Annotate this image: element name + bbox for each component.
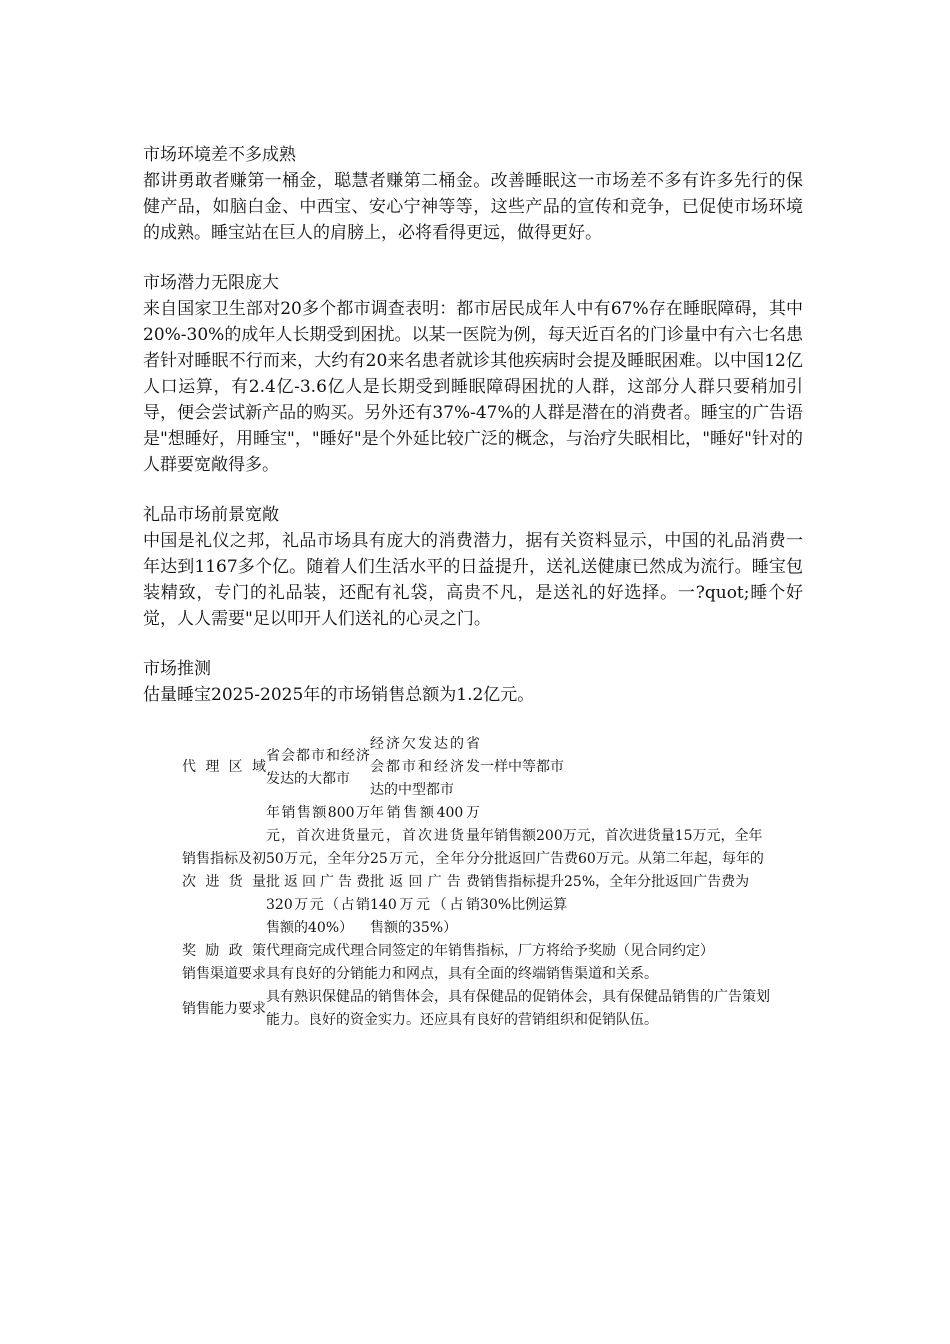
table-row (182, 986, 770, 1032)
section-heading: 市场潜力无限庞大 (143, 273, 279, 293)
table-cell: 具有熟识保健品的销售体会，具有保健品的促销体会，具有保健品销售的广告策划能力。良好的资金实力。还应具有良好的营销组织和促销队伍。 (266, 989, 770, 1028)
table-cell: 年销售额200万元，首次进货量15万元，全年分批返回广告费60万元。从第二年起，每年的销售指标提升25%，全年分批返回广告费为30%比例运算 (480, 828, 764, 913)
agency-terms-table (182, 733, 770, 1032)
section-paragraph: 估量睡宝2025-2025年的市场销售总额为1.2亿元。 (143, 685, 535, 705)
row-label: 销售能力要求 (182, 1000, 266, 1017)
table-row (182, 940, 770, 963)
table-row (182, 802, 770, 940)
row-label: 奖励政策 (182, 943, 266, 959)
row-label: 代理区域 (182, 759, 266, 775)
section-heading: 礼品市场前景宽敞 (143, 505, 279, 525)
table-cell: 一样中等都市 (480, 759, 564, 775)
table-cell: 经济欠发达的省会都市和经济发达的中型都市 (370, 736, 480, 798)
table-cell: 年销售额800万元，首次进货量50万元，全年分批返回广告费320万元（占销售额的40%） (266, 805, 370, 936)
section-market-forecast (143, 656, 803, 708)
section-market-potential (143, 270, 803, 478)
section-market-environment (143, 142, 803, 246)
table-cell: 省会都市和经济发达的大都市 (266, 747, 370, 787)
table-row (182, 963, 770, 986)
document-body (143, 142, 803, 732)
table-cell: 年销售额400万元，首次进货量25万元，全年分批返回广告费140万元（占销售额的35%） (370, 805, 480, 936)
row-label: 销售指标及初次进货量 (182, 851, 266, 890)
section-heading: 市场推测 (143, 659, 211, 679)
section-paragraph: 中国是礼仪之邦，礼品市场具有庞大的消费潜力，据有关资料显示，中国的礼品消费一年达到1167多个亿。随着人们生活水平的日益提升，送礼送健康已然成为流行。睡宝包装精致，专门的礼品装，还配有礼袋，高贵不凡，是送礼的好选择。一?quot;睡个好觉，人人需要"足以叩开人们送礼的心灵之门。 (143, 531, 803, 629)
row-label: 销售渠道要求 (182, 966, 266, 982)
table-cell: 代理商完成代理合同签定的年销售指标，厂方将给予奖励（见合同约定） (266, 943, 714, 959)
table-cell: 具有良好的分销能力和网点，具有全面的终端销售渠道和关系。 (266, 966, 658, 982)
section-heading: 市场环境差不多成熟 (143, 145, 296, 165)
section-paragraph: 来自国家卫生部对20多个都市调查表明：都市居民成年人中有67%存在睡眠障碍，其中20%-30%的成年人长期受到困扰。以某一医院为例，每天近百名的门诊量中有六七名患者针对睡眠不行而来，大约有20来名患者就诊其他疾病时会提及睡眠困难。以中国12亿人口运算，有2.4亿-3.6亿人是长期受到睡眠障碍困扰的人群，这部分人群只要稍加引导，便会尝试新产品的购买。另外还有37%-47%的人群是潜在的消费者。睡宝的广告语是"想睡好，用睡宝"，"睡好"是个外延比较广泛的概念，与治疗失眠相比，"睡好"针对的人群要宽敞得多。 (143, 299, 803, 475)
section-gift-market (143, 502, 803, 632)
section-paragraph: 都讲勇敢者赚第一桶金，聪慧者赚第二桶金。改善睡眠这一市场差不多有许多先行的保健产品，如脑白金、中西宝、安心宁神等等，这些产品的宣传和竞争，已促使市场环境的成熟。睡宝站在巨人的肩膀上，必将看得更远，做得更好。 (143, 171, 803, 243)
table-row (182, 733, 770, 802)
